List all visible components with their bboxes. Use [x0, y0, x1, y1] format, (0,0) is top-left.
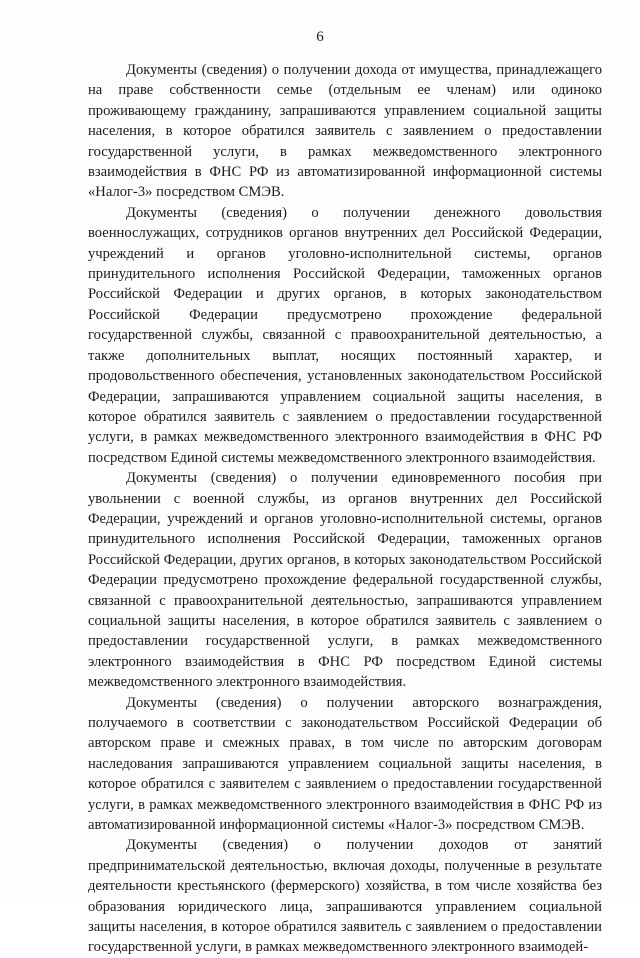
paragraph-business-income: Документы (сведения) о получении доходов от занятий предпринимательской деятельностью, включая доходы, полученные в результате деятельности крестьянского (фермерского) хозяйства, в том числе хозяйства без образования юридического лица, запрашиваются управлением социальной защиты населения, в которое обратился заявитель с заявлением о предоставлении государственной услуги, в рамках межведомственного электронного взаимодей-	[88, 837, 602, 956]
document-body	[88, 60, 602, 958]
paragraph-property-income: Документы (сведения) о получении дохода от имущества, принадлежащего на праве собственности семье (отдельным ее членам) или одиноко проживающему гражданину, запрашиваются управлением социальной защиты населения, в которое обратился заявитель с заявлением о предоставлении государственной услуги, в рамках межведомственного электронного взаимодействия в ФНС РФ из автоматизированной информационной системы «Налог-3» посредством СМЭВ.	[88, 62, 602, 201]
page-number: 6	[316, 29, 324, 45]
paragraph-dismissal-benefit: Документы (сведения) о получении единовременного пособия при увольнении с военной службы, из органов внутренних дел Российской Федерации, учреждений и органов уголовно-исполнительной системы, органов принудительного исполнения Российской Федерации, таможенных органов Российской Федерации, других органов, в которых законодательством Российской Федерации предусмотрено прохождение федеральной государственной службы, связанной с правоохранительной деятельностью, запрашиваются управлением социальной защиты населения, в которое обратился заявитель с заявлением о предоставлении государственной услуги, в рамках межведомственного электронного взаимодействия в ФНС РФ посредством Единой системы межведомственного электронного взаимодействия.	[88, 470, 602, 691]
paragraph-military-allowance: Документы (сведения) о получении денежного довольствия военнослужащих, сотрудников органов внутренних дел Российской Федерации, учреждений и органов уголовно-исполнительной системы, органов принудительного исполнения Российской Федерации, таможенных органов Российской Федерации и других органов, в которых законодательством Российской Федерации предусмотрено прохождение федеральной государственной службы, связанной с правоохранительной деятельностью, а также дополнительных выплат, носящих постоянный характер, и продовольственного обеспечения, установленных законодательством Российской Федерации, запрашиваются управлением социальной защиты населения, в которое обратился заявитель с заявлением о предоставлении государственной услуги, в рамках межведомственного электронного взаимодействия в ФНС РФ посредством Единой системы межведомственного электронного взаимодействия.	[88, 204, 602, 466]
paragraph-author-royalties: Документы (сведения) о получении авторского вознаграждения, получаемого в соответствии с законодательством Российской Федерации об авторском праве и смежных правах, в том числе по авторским договорам наследования запрашиваются управлением социальной защиты населения, в которое обратился с заявителем с заявлением о предоставлении государственной услуги, в рамках межведомственного электронного взаимодействия в ФНС РФ из автоматизированной информационной системы «Налог-3» посредством СМЭВ.	[88, 694, 602, 834]
